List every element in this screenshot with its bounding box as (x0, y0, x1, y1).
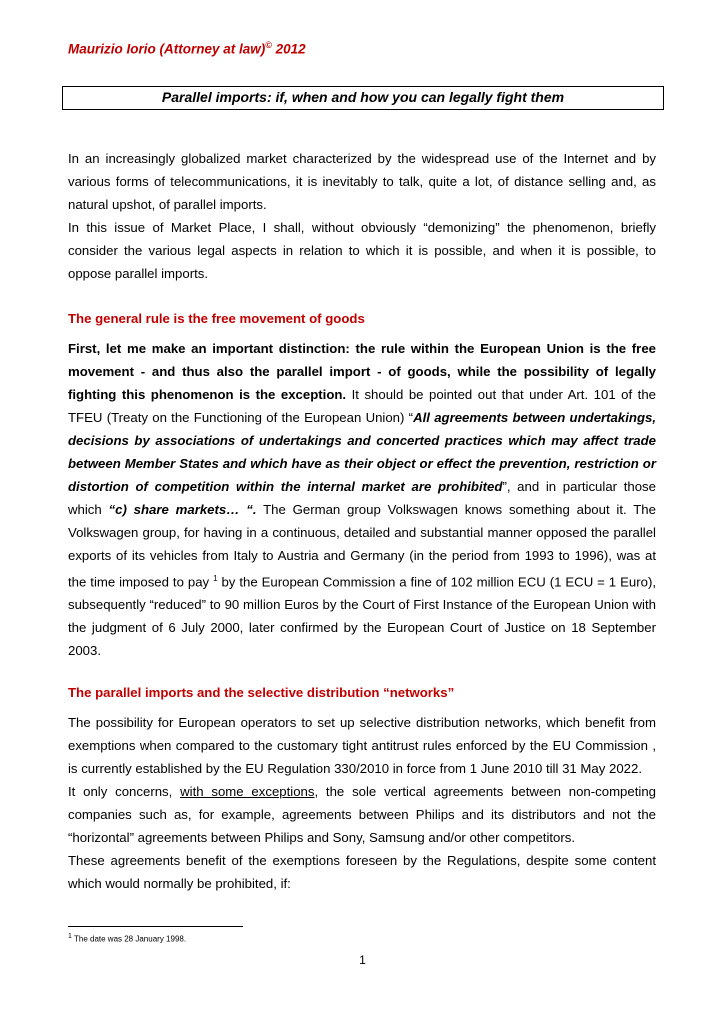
connector-text: ”, and in particular those which (68, 479, 656, 517)
vertical-agreements-paragraph (68, 780, 656, 849)
intro-section (68, 147, 656, 285)
art101-quote: All agreements between undertakings, decisions by associations of undertakings and concerted practices which may affect trade between Member States and which have as their object or effect the prevention, restriction or distortion of competition within the internal market are prohibited (68, 410, 656, 494)
copyright-mark: © (265, 40, 272, 50)
document-title: Parallel imports: if, when and how you can legally fight them (161, 89, 565, 105)
footnote (68, 933, 186, 944)
exemptions-paragraph: These agreements benefit of the exemptions foreseen by the Regulations, despite some content which would normally be prohibited, if: (68, 853, 656, 891)
page-number: 1 (359, 953, 366, 967)
vertical-text-b: , the sole vertical agreements between non-competing companies such as, for example, agreements between Philips and its distributors and not the “horizontal” agreements between Philips and Sony, Samsung and/or other competitors. (68, 784, 656, 845)
volkswagen-text: The German group Volkswagen knows something about it. The Volkswagen group, for having in a continuous, detailed and substantial manner opposed the parallel exports of its vehicles from Italy to Austria and Germany (in the period from 1993 to 1996), was at the time imposed to pay (68, 502, 656, 590)
exceptions-underlined: with some exceptions (180, 784, 315, 799)
vertical-text-a: It only concerns, (68, 784, 181, 799)
header-year: 2012 (271, 41, 306, 57)
footnote-separator (68, 926, 243, 927)
section-heading-selective-distribution: The parallel imports and the selective distribution “networks” (68, 685, 455, 700)
footnote-number: 1 (68, 933, 72, 940)
bold-lead-text: First, let me make an important distinction: the rule within the European Union is the free movement - and thus also the parallel import - of goods, while the possibility of legally fighting this phenomenon is the exception. (68, 341, 656, 402)
page-header (68, 40, 306, 57)
section-free-movement-body (68, 337, 656, 662)
intro-paragraph-2: In this issue of Market Place, I shall, without obviously “demonizing” the phenomenon, briefly consider the various legal aspects in relation to which it is possible, and when it is possible, to oppose parallel imports. (68, 220, 656, 281)
share-markets-quote: “c) share markets… “. (108, 502, 257, 517)
art101-text: It should be pointed out that under Art. 101 of the TFEU (Treaty on the Functioning of the European Union) “ (68, 387, 656, 425)
intro-paragraph-1: In an increasingly globalized market characterized by the widespread use of the Internet and by various forms of telecommunications, it is inevitably to talk, quite a lot, of distance selling and, as natural upshot, of parallel imports. (68, 151, 656, 212)
free-movement-paragraph (68, 337, 656, 662)
title-box (62, 86, 664, 110)
section-heading-free-movement: The general rule is the free movement of goods (68, 311, 365, 326)
footnote-text: The date was 28 January 1998. (71, 934, 187, 944)
header-author: Maurizio Iorio (Attorney at law) (68, 41, 266, 57)
footnote-reference[interactable]: 1 (213, 574, 218, 583)
section-selective-distribution-body (68, 711, 656, 895)
fine-text: by the European Commission a fine of 102 million ECU (1 ECU = 1 Euro), subsequently “reduced” to 90 million Euros by the Court of First Instance of the European Union with the judgment of 6 July 2000, later confirmed by the European Court of Justice on 18 September 2003. (68, 574, 657, 659)
regulation-paragraph: The possibility for European operators to set up selective distribution networks, which benefit from exemptions when compared to the customary tight antitrust rules enforced by the EU Commission , is currently established by the EU Regulation 330/2010 in force from 1 June 2010 till 31 May 2022. (68, 715, 656, 776)
